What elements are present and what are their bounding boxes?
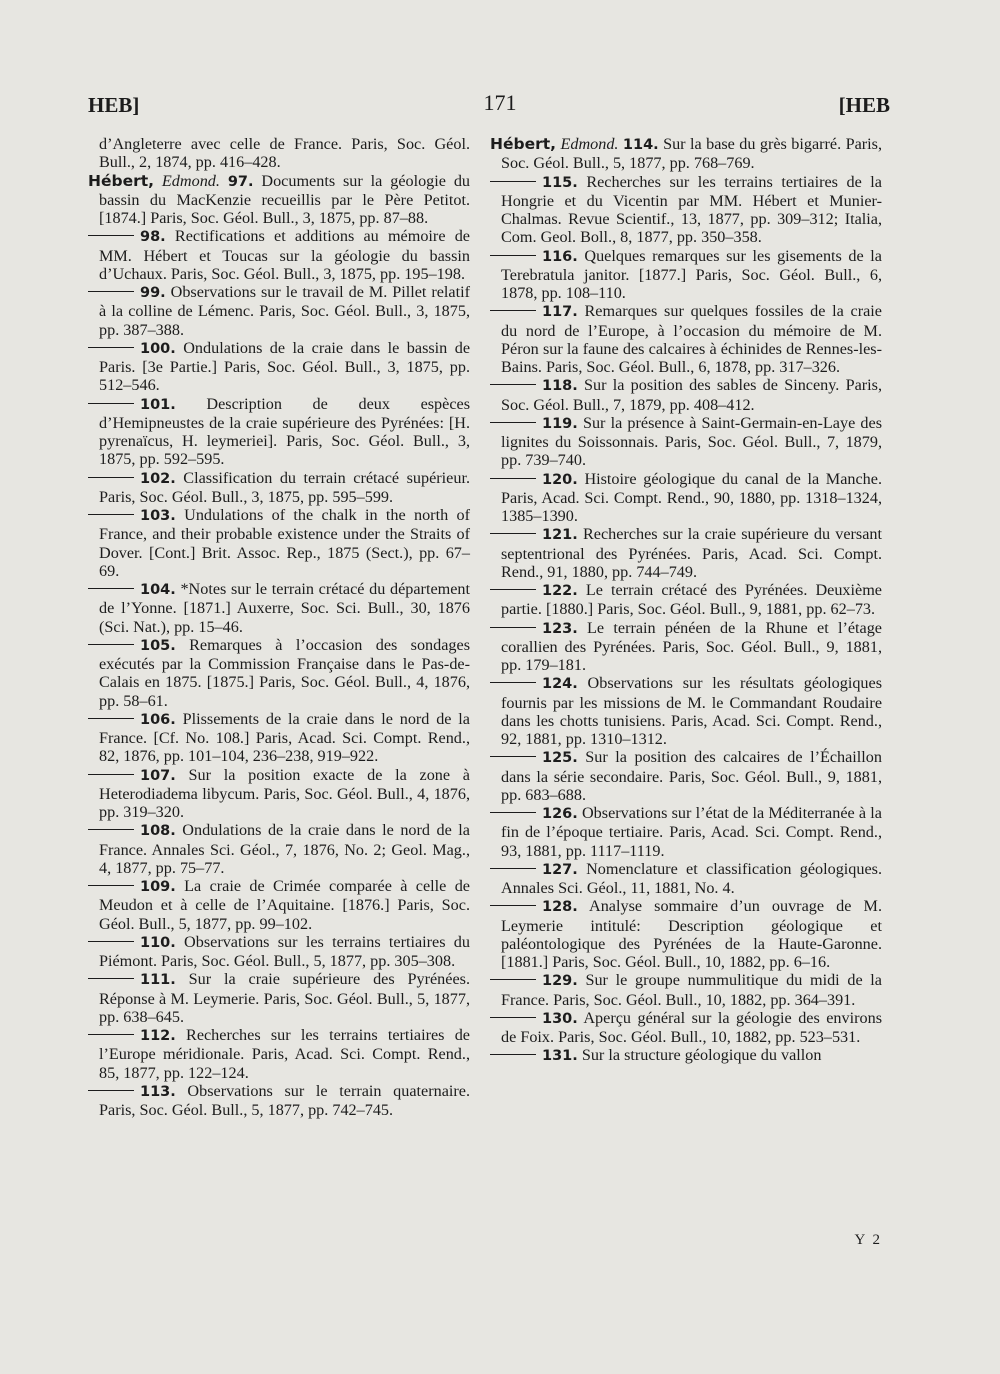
ditto-dash bbox=[88, 885, 134, 886]
entry-number: 112. bbox=[140, 1028, 176, 1044]
bibliography-entry bbox=[88, 135, 470, 172]
entry-number: 104. bbox=[140, 582, 176, 598]
entry-number: 108. bbox=[140, 823, 176, 840]
entry-text: Le terrain pénéen de la Rhune et l’étage corallien des Pyrénées. Paris, Soc. Géol. Bull., 9, 1881, pp. 179–181. bbox=[501, 618, 882, 674]
ditto-dash bbox=[88, 588, 134, 589]
bibliography-entry bbox=[490, 897, 882, 971]
author-given-name: Edmond. bbox=[556, 135, 619, 153]
entry-text: Sur la présence à Saint-Germain-en-Laye des lignites du Soissonnais. Paris, Soc. Géol. Bull., 7, 1879, pp. 739–740. bbox=[501, 413, 882, 470]
entry-number: 105. bbox=[140, 637, 176, 654]
author-name: Hébert, bbox=[88, 171, 155, 190]
ditto-dash bbox=[490, 533, 536, 534]
author-name: Hébert, bbox=[490, 135, 557, 153]
bibliography-entry bbox=[490, 804, 882, 860]
entry-text: Sur la craie supérieure des Pyrénées. Réponse à M. Leymerie. Paris, Soc. Géol. Bull., 5, 1877, pp. 638–645. bbox=[99, 970, 470, 1026]
entry-text: Ondulations de la craie dans le bassin de Paris. [3e Partie.] Paris, Soc. Géol. Bull., 3, 1875, pp. 512–546. bbox=[99, 338, 470, 395]
bibliography-entry bbox=[88, 580, 470, 636]
entry-text: *Notes sur le terrain crétacé du département de l’Yonne. [1871.] Auxerre, Soc. Sci. Bull., 30, 1876 (Sci. Nat.), pp. 15–46. bbox=[99, 580, 470, 636]
entry-text: Plissements de la craie dans le nord de la France. [Cf. No. 108.] Paris, Acad. Sci. Compt. Rend., 82, 1876, pp. 101–104, 236–238, 919–922. bbox=[99, 709, 470, 766]
bibliography-entry bbox=[490, 1046, 882, 1065]
entry-text: Nomenclature et classification géologiques. Annales Sci. Géol., 11, 1881, No. 4. bbox=[501, 859, 882, 897]
entry-number: 113. bbox=[140, 1083, 176, 1100]
bibliography-entry bbox=[88, 710, 470, 766]
entry-number: 109. bbox=[140, 879, 176, 895]
ditto-dash bbox=[490, 181, 536, 182]
bibliography-entry bbox=[88, 1082, 470, 1120]
entry-number: 127. bbox=[542, 861, 578, 878]
bibliography-entry bbox=[88, 636, 470, 710]
entry-text: Sur la structure géologique du vallon bbox=[577, 1046, 822, 1065]
entry-text: Observations sur les résultats géologiques fournis par les missions de M. le Commandant Roudaire dans les chotts tunisiens. Paris, Acad. Sci. Compt. Rend., 92, 1881, pp. 1310–1312. bbox=[501, 674, 882, 748]
entry-text: Description de deux espèces d’Hemipneustes de la craie supérieure des Pyrénées: [H. pyrenaïcus, H. leymeriei]. Paris, Soc. Géol. Bull., 3, 1875, pp. 592–595. bbox=[99, 394, 470, 469]
ditto-dash bbox=[490, 384, 536, 385]
entry-text: Quelques remarques sur les gisements de la Terebratula janitor. [1877.] Paris, Soc. Géol. Bull., 6, 1878, pp. 108–110. bbox=[501, 246, 882, 302]
bibliography-entry bbox=[490, 619, 882, 675]
bibliography-entry bbox=[490, 302, 882, 376]
page-number: 171 bbox=[483, 90, 517, 115]
entry-number: 130. bbox=[542, 1010, 578, 1027]
ditto-dash bbox=[490, 1054, 536, 1055]
entry-number: 114. bbox=[622, 137, 659, 153]
entry-text: Histoire géologique du canal de la Manche. Paris, Acad. Sci. Compt. Rend., 90, 1880, pp. 1318–1324, 1385–1390. bbox=[501, 469, 882, 525]
bibliography-entry bbox=[490, 971, 882, 1009]
ditto-dash bbox=[490, 756, 536, 757]
entry-text: Aperçu général sur la géologie des environs de Foix. Paris, Soc. Géol. Bull., 10, 1882, pp. 523–531. bbox=[501, 1008, 882, 1046]
entry-text: Sur la position exacte de la zone à Heterodiadema libycum. Paris, Soc. Géol. Bull., 4, 1876, pp. 319–320. bbox=[99, 765, 470, 821]
bibliography-entry bbox=[88, 970, 470, 1026]
ditto-dash bbox=[88, 774, 134, 775]
entry-number: 98. bbox=[140, 229, 166, 246]
entry-text: Classification du terrain crétacé supérieur. Paris, Soc. Géol. Bull., 3, 1875, pp. 595–599. bbox=[99, 468, 470, 506]
ditto-dash bbox=[490, 868, 536, 869]
entry-number: 131. bbox=[542, 1048, 578, 1065]
bibliography-entry bbox=[490, 376, 882, 414]
bibliography-entry bbox=[490, 581, 882, 619]
entry-text: Observations sur le travail de M. Pillet relatif à la colline de Lémenc. Paris, Soc. Géol. Bull., 3, 1875, pp. 387–388. bbox=[99, 283, 470, 339]
ditto-dash bbox=[88, 403, 134, 404]
entry-number: 123. bbox=[542, 620, 578, 637]
ditto-dash bbox=[88, 514, 134, 515]
ditto-dash bbox=[490, 589, 536, 590]
bibliography-entry bbox=[88, 283, 470, 339]
bibliography-entry bbox=[490, 525, 882, 581]
entry-text: Recherches sur les terrains tertiaires de l’Europe méridionale. Paris, Acad. Sci. Compt. Rend., 85, 1877, pp. 122–124. bbox=[99, 1026, 470, 1082]
entry-text: Undulations of the chalk in the north of France, and their probable existence under the Straits of Dover. [Cont.] Brit. Assoc. Rep., 1875 (Sect.), pp. 67–69. bbox=[99, 506, 470, 580]
ditto-dash bbox=[490, 812, 536, 813]
bibliography-entry bbox=[88, 877, 470, 933]
signature-mark: Y 2 bbox=[854, 1232, 882, 1248]
ditto-dash bbox=[88, 941, 134, 942]
entry-number: 121. bbox=[542, 527, 578, 544]
entry-number: 129. bbox=[542, 973, 578, 990]
entry-number: 99. bbox=[140, 285, 166, 301]
ditto-dash bbox=[88, 978, 134, 979]
bibliography-entry bbox=[490, 860, 882, 898]
entry-number: 116. bbox=[542, 248, 578, 265]
entry-number: 117. bbox=[542, 304, 578, 321]
bibliography-entry bbox=[490, 247, 882, 303]
entry-number: 102. bbox=[140, 470, 176, 487]
ditto-dash bbox=[490, 255, 536, 256]
bibliography-entry bbox=[490, 173, 882, 247]
bibliography-entry bbox=[88, 172, 470, 228]
entry-text: Sur la position des sables de Sinceny. Paris, Soc. Géol. Bull., 7, 1879, pp. 408–412. bbox=[501, 376, 882, 414]
bibliography-entry bbox=[490, 674, 882, 748]
entry-number: 124. bbox=[542, 676, 578, 693]
entry-text: Documents sur la géologie du bassin du MacKenzie recueillis par le Père Petitot. [1874.] Paris, Soc. Géol. Bull., 3, 1875, pp. 87–88. bbox=[99, 171, 471, 227]
entry-number: 101. bbox=[140, 396, 176, 413]
entry-text: Rectifications et additions au mémoire de MM. Hébert et Toucas sur la géologie du bassin d’Uchaux. Paris, Soc. Géol. Bull., 3, 1875, pp. 195–198. bbox=[99, 227, 470, 283]
bibliography-entry bbox=[88, 766, 470, 822]
ditto-dash bbox=[490, 905, 536, 906]
bibliography-entry bbox=[490, 1009, 882, 1047]
ditto-dash bbox=[490, 310, 536, 311]
entry-number: 100. bbox=[140, 340, 176, 357]
entry-text: Remarques sur quelques fossiles de la craie du nord de l’Europe, à l’occasion du mémoire de M. Péron sur la faune des calcaires à échinides de Rennes-les-Bains. Paris, Soc. Géol. Bull., 6, 1878, pp. 317–326. bbox=[501, 302, 882, 376]
left-column bbox=[88, 135, 470, 1119]
entry-number: 103. bbox=[140, 508, 176, 524]
entry-text: Analyse sommaire d’un ouvrage de M. Leymerie intitulé: Description géologique et paléontologique des Pyrénées de la Haute-Garonne. [1881.] Paris, Soc. Géol. Bull., 10, 1882, pp. 6–16. bbox=[501, 897, 882, 971]
bibliography-entry bbox=[88, 933, 470, 971]
entry-number: 111. bbox=[140, 972, 176, 989]
entry-text: La craie de Crimée comparée à celle de Meudon et à celle de l’Aquitaine. [1876.] Paris, Soc. Géol. Bull., 5, 1877, pp. 99–102. bbox=[99, 877, 470, 933]
bibliography-entry bbox=[88, 469, 470, 507]
ditto-dash bbox=[490, 478, 536, 479]
entry-text: Ondulations de la craie dans le nord de la France. Annales Sci. Géol., 7, 1876, No. 2; Geol. Mag., 4, 1877, pp. 75–77. bbox=[99, 821, 470, 877]
ditto-dash bbox=[88, 477, 134, 478]
ditto-dash bbox=[88, 1034, 134, 1035]
bibliography-entry bbox=[490, 748, 882, 804]
entry-number: 126. bbox=[542, 806, 578, 822]
ditto-dash bbox=[88, 291, 134, 292]
bibliography-entry bbox=[88, 395, 470, 469]
entry-text: Sur la base du grès bigarré. Paris, Soc. Géol. Bull., 5, 1877, pp. 768–769. bbox=[501, 135, 882, 173]
bibliography-entry bbox=[88, 339, 470, 395]
entry-text: Sur le groupe nummulitique du midi de la France. Paris, Soc. Géol. Bull., 10, 1882, pp. 364–391. bbox=[501, 971, 882, 1009]
running-head-right: [HEB bbox=[838, 93, 890, 117]
entry-number: 119. bbox=[542, 415, 578, 432]
entry-number: 118. bbox=[542, 378, 578, 395]
ditto-dash bbox=[490, 627, 536, 628]
ditto-dash bbox=[88, 644, 134, 645]
bibliography-entry bbox=[490, 470, 882, 526]
entry-number: 107. bbox=[140, 767, 176, 784]
entry-text: Recherches sur la craie supérieure du versant septentrional des Pyrénées. Paris, Acad. Sci. Compt. Rend., 91, 1880, pp. 744–749. bbox=[501, 525, 882, 581]
ditto-dash bbox=[88, 1090, 134, 1091]
right-column bbox=[490, 135, 882, 1066]
bibliography-entry bbox=[490, 414, 882, 470]
entry-number: 125. bbox=[542, 750, 578, 767]
entry-text: Remarques à l’occasion des sondages exécutés par la Commission Française dans le Pas-de-Calais en 1875. [1875.] Paris, Soc. Géol. Bull., 4, 1876, pp. 58–61. bbox=[99, 635, 470, 710]
ditto-dash bbox=[88, 829, 134, 830]
author-given-name: Edmond. bbox=[154, 171, 220, 190]
bibliography-entry bbox=[88, 821, 470, 877]
entry-text: Le terrain crétacé des Pyrénées. Deuxième partie. [1880.] Paris, Soc. Géol. Bull., 9, 1881, pp. 62–73. bbox=[501, 581, 882, 619]
entry-text: Observations sur l’état de la Méditerranée à la fin de l’époque tertiaire. Paris, Acad. Sci. Compt. Rend., 93, 1881, pp. 1117–1119. bbox=[501, 804, 882, 860]
bibliography-entry bbox=[490, 135, 882, 173]
entry-text: Observations sur le terrain quaternaire. Paris, Soc. Géol. Bull., 5, 1877, pp. 742–745. bbox=[99, 1081, 470, 1119]
entry-number: 120. bbox=[542, 471, 578, 488]
entry-text: Sur la position des calcaires de l’Échaillon dans la série secondaire. Paris, Soc. Géol. Bull., 9, 1881, pp. 683–688. bbox=[501, 748, 882, 804]
ditto-dash bbox=[88, 235, 134, 236]
entry-text: d’Angleterre avec celle de France. Paris, Soc. Géol. Bull., 2, 1874, pp. 416–428. bbox=[99, 135, 470, 172]
ditto-dash bbox=[88, 718, 134, 719]
running-head-left: HEB] bbox=[88, 93, 140, 117]
ditto-dash bbox=[490, 682, 536, 683]
entry-number: 122. bbox=[542, 583, 578, 599]
entry-text: Recherches sur les terrains tertiaires de la Hongrie et du Vicentin par MM. Hébert et Munier-Chalmas. Revue Scientif., 13, 1877, pp. 309–312; Italia, Com. Geol. Boll., 8, 1877, pp. 350–358. bbox=[501, 172, 882, 247]
entry-number: 97. bbox=[227, 173, 254, 190]
bibliography-entry bbox=[88, 506, 470, 580]
entry-number: 106. bbox=[140, 711, 176, 728]
ditto-dash bbox=[490, 1017, 536, 1018]
entry-number: 115. bbox=[542, 174, 578, 191]
bibliography-entry bbox=[88, 1026, 470, 1082]
bibliography-entry bbox=[88, 227, 470, 283]
ditto-dash bbox=[490, 979, 536, 980]
entry-number: 128. bbox=[542, 899, 578, 916]
ditto-dash bbox=[490, 422, 536, 423]
entry-text: Observations sur les terrains tertiaires du Piémont. Paris, Soc. Géol. Bull., 5, 1877, pp. 305–308. bbox=[99, 932, 470, 970]
entry-number: 110. bbox=[140, 934, 176, 951]
ditto-dash bbox=[88, 347, 134, 348]
